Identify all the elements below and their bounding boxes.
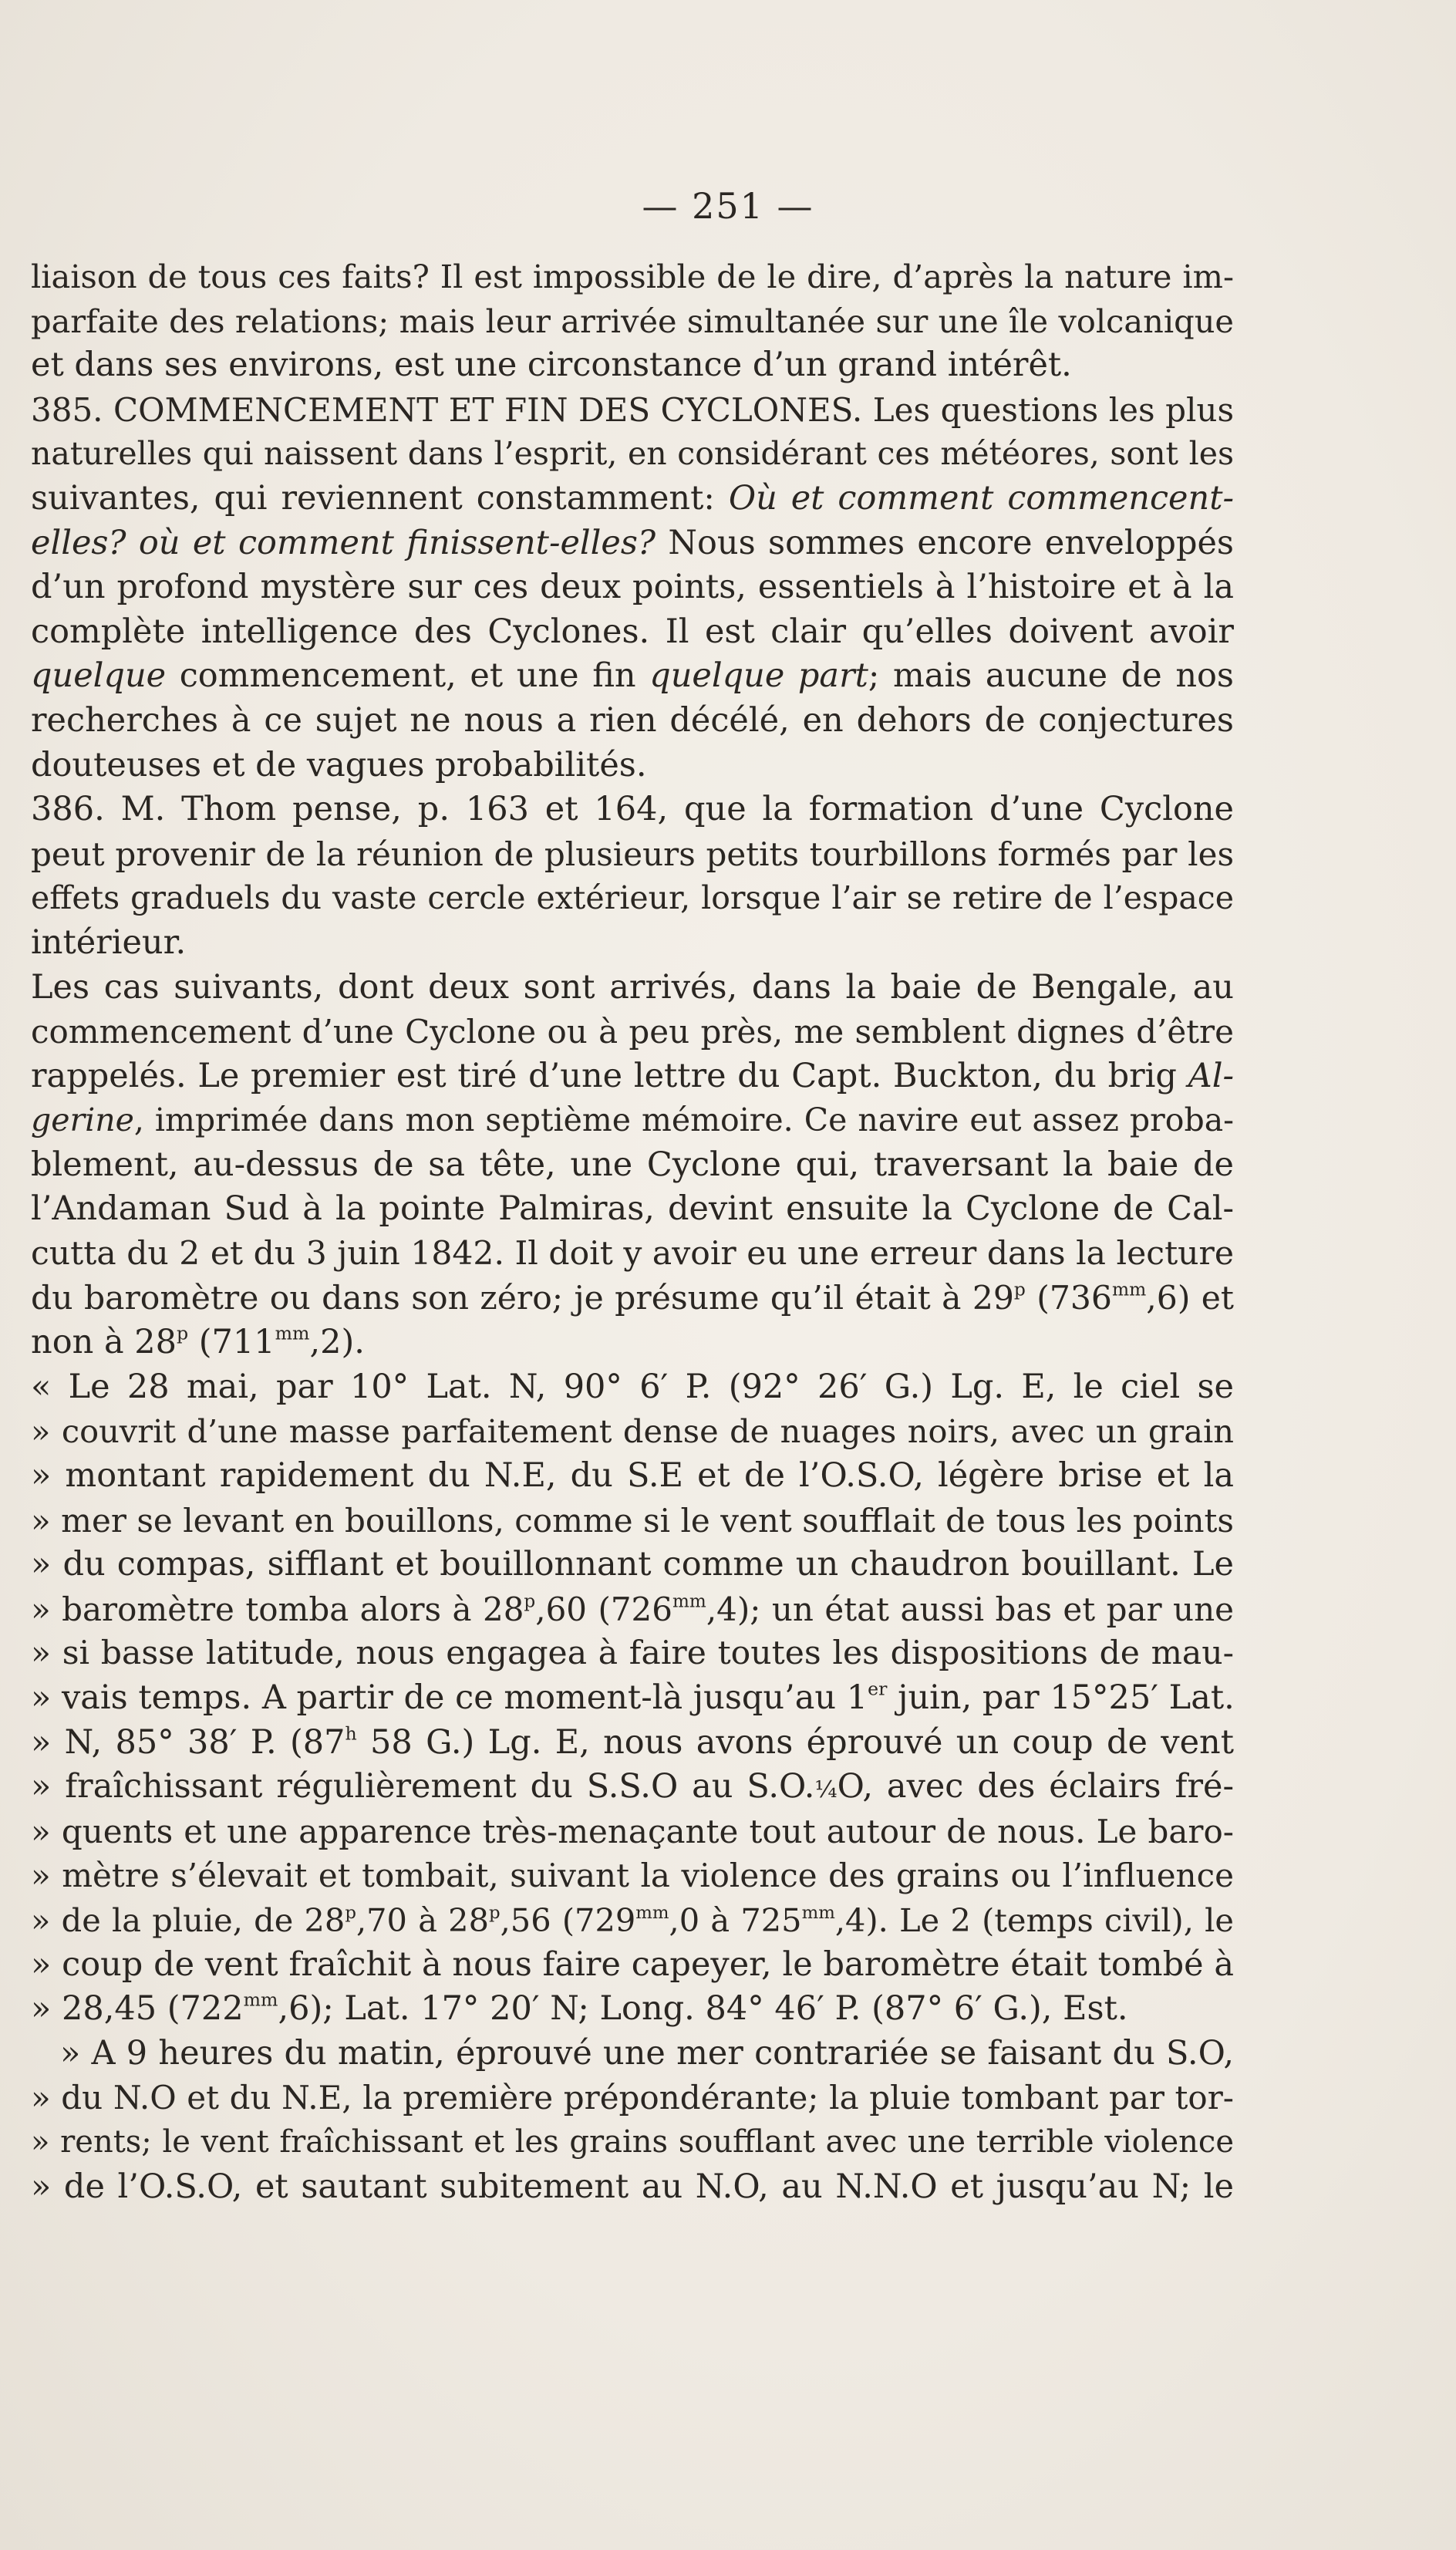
text-line: l’Andaman Sud à la pointe Palmiras, devint ensuite la Cyclone de Cal-	[31, 1189, 1234, 1229]
text-line: effets graduels du vaste cercle extérieur, lorsque l’air se retire de l’espace	[31, 879, 1234, 917]
text-line: douteuses et de vagues probabilités.	[31, 745, 647, 784]
text-line: recherches à ce sujet ne nous a rien décélé, en dehors de conjectures	[31, 700, 1234, 740]
text-line: 386. M. Thom pense, p. 163 et 164, que la formation d’une Cyclone	[31, 790, 1234, 829]
text-line: gerine, imprimée dans mon septième mémoire. Ce navire eut assez proba-	[31, 1101, 1234, 1139]
quote-line: » du N.O et du N.E, la première prépondérante; la pluie tombant par tor-	[31, 2079, 1234, 2117]
text-line: intérieur.	[31, 923, 187, 962]
text-line: peut provenir de la réunion de plusieurs petits tourbillons formés par les	[31, 835, 1234, 873]
quote-line: » couvrit d’une masse parfaitement dense de nuages noirs, avec un grain	[31, 1412, 1234, 1451]
quote-line: » mètre s’élevait et tombait, suivant la violence des grains ou l’influence	[31, 1857, 1234, 1895]
quote-line: » montant rapidement du N.E, du S.E et de l’O.S.O, légère brise et la	[31, 1456, 1234, 1496]
text-line: complète intelligence des Cyclones. Il est clair qu’elles doivent avoir	[31, 612, 1234, 651]
text-line: rappelés. Le premier est tiré d’une lettre du Capt. Buckton, du brig Al-	[31, 1056, 1234, 1095]
text-line: parfaite des relations; mais leur arrivée simultanée sur une île volcanique	[31, 302, 1234, 340]
text-line: Les cas suivants, dont deux sont arrivés, dans la baie de Bengale, au	[31, 967, 1234, 1007]
quote-line: » vais temps. A partir de ce moment-là jusqu’au 1er juin, par 15°25′ Lat.	[31, 1678, 1235, 1717]
text-line: naturelles qui naissent dans l’esprit, en considérant ces météores, sont les	[31, 435, 1234, 473]
section-title: COMMENCEMENT ET FIN DES CYCLONES.	[113, 390, 863, 429]
quote-line: » 28,45 $(722^{mm},6)$; Lat. 17° 20′ N; Long. 84° 46′ P. (87° 6′ G.), Est.	[31, 1988, 1128, 2029]
quote-line: » du compas, sifflant et bouillonnant comme un chaudron bouillant. Le	[31, 1545, 1234, 1584]
quote-line: » fraîchissant régulièrement du S.S.O au S.O.¼O, avec des éclairs fré-	[31, 1767, 1234, 1806]
text-line: cutta du 2 et du 3 juin 1842. Il doit y avoir eu une erreur dans la lecture	[31, 1235, 1234, 1273]
text-line: blement, au-dessus de sa tête, une Cyclone qui, traversant la baie de	[31, 1145, 1234, 1184]
text-line: suivantes, qui reviennent constamment: Où et comment commencent-	[31, 478, 1235, 518]
text-line: non à 28$^p$ $(711^{mm},2)$.	[31, 1322, 365, 1362]
text-line: quelque commencement, et une fin quelque part; mais aucune de nos	[31, 656, 1234, 696]
quote-line: » si basse latitude, nous engagea à faire toutes les dispositions de mau-	[31, 1634, 1234, 1673]
text-line: d’un profond mystère sur ces deux points, essentiels à l’histoire et à la	[31, 568, 1234, 607]
text-line: liaison de tous ces faits? Il est impossible de le dire, d’après la nature im-	[31, 258, 1234, 295]
section-heading-line: 385. COMMENCEMENT ET FIN DES CYCLONES. Les questions les plus	[31, 390, 1234, 429]
quote-line: » mer se levant en bouillons, comme si le vent soufflait de tous les points	[31, 1501, 1234, 1540]
quote-line: » A 9 heures du matin, éprouvé une mer contrariée se faisant du S.O,	[60, 2033, 1234, 2073]
quote-line: » baromètre tomba alors à 28$^p$,60 $(726^{mm},4)$; un état aussi bas et par une	[31, 1590, 1234, 1628]
page-number: — 251 —	[642, 185, 814, 227]
quote-line: » coup de vent fraîchit à nous faire capeyer, le baromètre était tombé à	[31, 1945, 1234, 1984]
quote-line: » rents; le vent fraîchissant et les grains soufflant avec une terrible violence	[31, 2123, 1234, 2160]
quote-line: « Le 28 mai, par 10° Lat. N, 90° 6′ P. (92° 26′ G.) Lg. E, le ciel se	[31, 1367, 1234, 1406]
body-text	[31, 255, 1234, 2209]
text-line: commencement d’une Cyclone ou à peu près, me semblent dignes d’être	[31, 1013, 1234, 1051]
quote-line: » N, 85° 38′ P. (87$^h$ 58 G.) Lg. E, nous avons éprouvé un coup de vent	[31, 1722, 1234, 1762]
text-line: du baromètre ou dans son zéro; je présume qu’il était à 29$^p$ $(736^{mm},6)$ et	[31, 1278, 1234, 1317]
quote-line: » quents et une apparence très-menaçante tout autour de nous. Le baro-	[31, 1812, 1234, 1850]
text-line: elles? où et comment finissent-elles? Nous sommes encore enveloppés	[31, 523, 1234, 562]
quote-line: » de la pluie, de 28$^p$,70 à 28$^p$,56 ($729^{mm},0$ à $725^{mm},4$). Le 2 (temps civil), le	[31, 1901, 1234, 1939]
text-line: et dans ses environs, est une circonstance d’un grand intérêt.	[31, 346, 1072, 385]
quote-line: » de l’O.S.O, et sautant subitement au N.O, au N.N.O et jusqu’au N; le	[31, 2167, 1234, 2206]
